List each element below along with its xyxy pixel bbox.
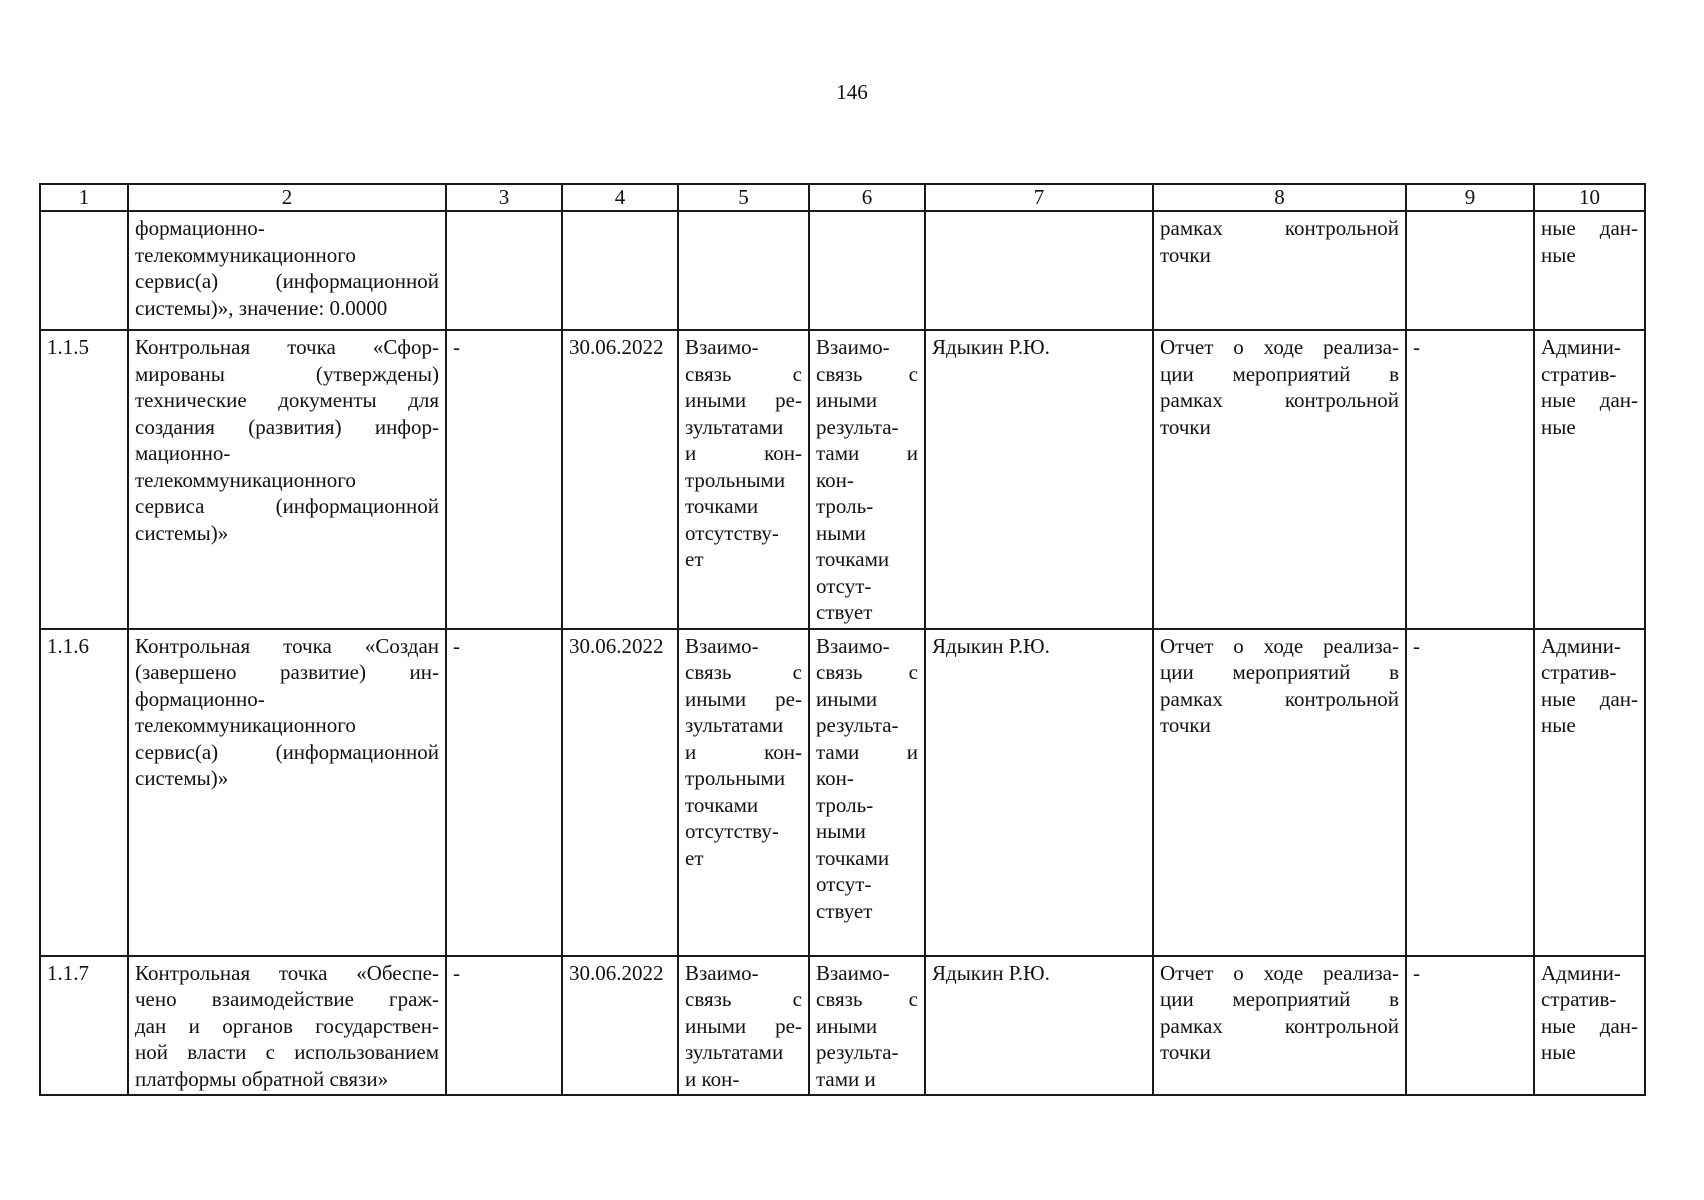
- control-points-table: [39, 183, 1646, 1096]
- relation-results-cell-line: Взаимо-: [685, 335, 759, 359]
- date-cell: [562, 629, 678, 956]
- data-source-cell: [1534, 629, 1645, 956]
- relation-results-cell-line: отсутству-: [685, 819, 779, 843]
- control-point-name-cell-line: формационно-: [135, 686, 265, 711]
- relation-points-cell-line: результа-: [816, 1040, 899, 1064]
- column-header: 3: [446, 184, 562, 211]
- page-number: 146: [836, 80, 868, 104]
- relation-points-cell-line: Взаимо-: [816, 335, 890, 359]
- column-9-cell: [1406, 211, 1534, 330]
- date-cell: [562, 956, 678, 1096]
- relation-results-cell-line: связь с: [685, 660, 802, 684]
- row-number-cell-text: 1.1.5: [47, 335, 89, 359]
- control-point-name-cell-line: ной власти с использованием: [135, 1040, 439, 1064]
- relation-points-cell-line: тами и: [816, 441, 918, 465]
- report-cell-line: Отчет о ходе реализа-: [1160, 960, 1399, 985]
- date-cell-text: 30.06.2022: [569, 960, 664, 985]
- responsible-cell-text: Ядыкин Р.Ю.: [932, 960, 1050, 985]
- relation-results-cell: [678, 330, 809, 629]
- relation-results-cell-line: трольными: [685, 766, 786, 790]
- column-3-cell-text: -: [453, 335, 460, 359]
- report-cell-line: ции мероприятий в: [1160, 987, 1399, 1011]
- relation-points-cell-line: результа-: [816, 414, 899, 439]
- data-source-cell: [1534, 211, 1645, 330]
- relation-points-cell-line: связь с: [816, 987, 918, 1011]
- relation-results-cell-line: Взаимо-: [685, 633, 759, 658]
- table-row: [40, 956, 1645, 1096]
- relation-points-cell: [809, 211, 925, 330]
- table-row: [40, 211, 1645, 330]
- date-cell: [562, 211, 678, 330]
- control-point-name-cell-line: сервис(а) (информационной: [135, 269, 439, 293]
- report-cell-line: ции мероприятий в: [1160, 361, 1399, 386]
- relation-results-cell-line: и кон-: [685, 441, 802, 465]
- column-header: 9: [1406, 184, 1534, 211]
- relation-points-cell-line: отсут-: [816, 872, 872, 896]
- relation-points-cell-line: Взаимо-: [816, 633, 890, 658]
- relation-points-cell: [809, 330, 925, 629]
- data-source-cell-line: стратив-: [1541, 361, 1617, 386]
- relation-points-cell-line: ствует: [816, 898, 873, 923]
- column-header: 8: [1153, 184, 1406, 211]
- column-header: 1: [40, 184, 128, 211]
- relation-points-cell-line: результа-: [816, 713, 899, 737]
- data-source-cell-line: ные дан-: [1541, 686, 1638, 711]
- relation-points-cell: [809, 629, 925, 956]
- data-source-cell-line: Админи-: [1541, 335, 1621, 359]
- column-9-cell: [1406, 330, 1534, 629]
- report-cell-line: точки: [1160, 713, 1211, 737]
- data-source-cell-line: Админи-: [1541, 633, 1621, 658]
- relation-points-cell-line: связь с: [816, 361, 918, 386]
- row-number-cell: [40, 330, 128, 629]
- control-point-name-cell-line: телекоммуникационного: [135, 467, 356, 492]
- data-source-cell-line: Админи-: [1541, 960, 1621, 985]
- date-cell: [562, 330, 678, 629]
- control-point-name-cell-line: телекоммуникационного: [135, 713, 356, 737]
- date-cell-text: 30.06.2022: [569, 335, 664, 359]
- relation-results-cell-line: точками: [685, 494, 759, 518]
- control-point-name-cell: [128, 629, 446, 956]
- relation-points-cell-line: точками: [816, 845, 890, 870]
- relation-results-cell-line: зультатами: [685, 414, 784, 439]
- report-cell-line: точки: [1160, 242, 1211, 267]
- relation-results-cell-line: связь с: [685, 361, 802, 386]
- report-cell-line: рамках контрольной: [1160, 216, 1399, 240]
- column-9-cell-text: -: [1413, 335, 1420, 359]
- control-point-name-cell-line: технические документы для: [135, 388, 439, 412]
- column-3-cell-text: -: [453, 960, 460, 985]
- report-cell-line: рамках контрольной: [1160, 388, 1399, 412]
- report-cell: [1153, 211, 1406, 330]
- column-number-header-row: [40, 184, 1645, 211]
- relation-results-cell-line: зультатами: [685, 713, 784, 737]
- control-point-name-cell-line: телекоммуникационного: [135, 242, 356, 267]
- control-point-name-cell-line: создания (развития) инфор-: [135, 414, 439, 439]
- report-cell: [1153, 330, 1406, 629]
- column-9-cell: [1406, 629, 1534, 956]
- relation-results-cell-line: и кон-: [685, 739, 802, 764]
- relation-results-cell-line: отсутству-: [685, 520, 779, 545]
- relation-points-cell-line: иными: [816, 1013, 878, 1038]
- relation-points-cell-line: отсут-: [816, 573, 872, 598]
- control-point-name-cell-line: мационно-: [135, 441, 231, 465]
- responsible-cell: [925, 330, 1153, 629]
- relation-results-cell-line: иными ре-: [685, 1013, 802, 1038]
- relation-points-cell-line: связь с: [816, 660, 918, 684]
- control-point-name-cell-line: системы)»: [135, 766, 229, 790]
- table-body: [40, 211, 1645, 1095]
- relation-results-cell-line: иными ре-: [685, 686, 802, 711]
- relation-points-cell-line: точками: [816, 547, 890, 571]
- report-cell-line: Отчет о ходе реализа-: [1160, 633, 1399, 658]
- report-cell: [1153, 956, 1406, 1096]
- report-cell-line: Отчет о ходе реализа-: [1160, 335, 1399, 359]
- control-point-name-cell-line: системы)», значение: 0.0000: [135, 295, 388, 320]
- data-source-cell: [1534, 956, 1645, 1096]
- relation-results-cell: [678, 211, 809, 330]
- control-point-name-cell-line: сервис(а) (информационной: [135, 739, 439, 764]
- relation-points-cell-line: Взаимо-: [816, 960, 890, 985]
- data-source-cell-line: ные: [1541, 713, 1576, 737]
- column-header: 10: [1534, 184, 1645, 211]
- relation-results-cell: [678, 956, 809, 1096]
- responsible-cell-text: Ядыкин Р.Ю.: [932, 633, 1050, 658]
- relation-points-cell-line: кон-: [816, 766, 854, 790]
- relation-points-cell-line: ными: [816, 819, 866, 843]
- control-point-name-cell: [128, 211, 446, 330]
- relation-results-cell-line: ет: [685, 547, 704, 571]
- control-point-name-cell-line: Контрольная точка «Обеспе-: [135, 960, 439, 985]
- relation-points-cell-line: иными: [816, 686, 878, 711]
- control-point-name-cell: [128, 956, 446, 1096]
- relation-results-cell-line: ет: [685, 845, 704, 870]
- column-header: 2: [128, 184, 446, 211]
- column-3-cell-text: -: [453, 633, 460, 658]
- column-header: 7: [925, 184, 1153, 211]
- report-cell-line: рамках контрольной: [1160, 686, 1399, 711]
- report-cell-line: точки: [1160, 1040, 1211, 1064]
- column-3-cell: [446, 629, 562, 956]
- column-header: 5: [678, 184, 809, 211]
- report-cell-line: ции мероприятий в: [1160, 660, 1399, 684]
- data-source-cell-line: стратив-: [1541, 660, 1617, 684]
- column-9-cell-text: -: [1413, 960, 1420, 985]
- relation-results-cell-line: точками: [685, 792, 759, 817]
- relation-points-cell-line: ствует: [816, 600, 873, 624]
- relation-results-cell-line: и кон-: [685, 1066, 740, 1091]
- relation-points-cell: [809, 956, 925, 1096]
- column-9-cell-text: -: [1413, 633, 1420, 658]
- column-3-cell: [446, 211, 562, 330]
- control-point-name-cell-line: (завершено развитие) ин-: [135, 660, 439, 684]
- relation-points-cell-line: кон-: [816, 467, 854, 492]
- column-9-cell: [1406, 956, 1534, 1096]
- relation-results-cell-line: связь с: [685, 987, 802, 1011]
- responsible-cell-text: Ядыкин Р.Ю.: [932, 335, 1050, 359]
- control-point-name-cell-line: чено взаимодействие граж-: [135, 987, 439, 1011]
- row-number-cell-text: 1.1.6: [47, 633, 89, 658]
- data-source-cell-line: ные: [1541, 242, 1576, 267]
- table-row: [40, 629, 1645, 956]
- data-source-cell: [1534, 330, 1645, 629]
- row-number-cell: [40, 956, 128, 1096]
- data-source-cell-line: ные дан-: [1541, 216, 1638, 240]
- control-point-name-cell: [128, 330, 446, 629]
- responsible-cell: [925, 629, 1153, 956]
- relation-results-cell-line: иными ре-: [685, 388, 802, 412]
- relation-results-cell-line: Взаимо-: [685, 960, 759, 985]
- relation-results-cell-line: трольными: [685, 467, 786, 492]
- relation-points-cell-line: тами и: [816, 739, 918, 764]
- column-3-cell: [446, 330, 562, 629]
- relation-points-cell-line: троль-: [816, 494, 874, 518]
- responsible-cell: [925, 211, 1153, 330]
- relation-points-cell-line: троль-: [816, 792, 874, 817]
- column-3-cell: [446, 956, 562, 1096]
- report-cell: [1153, 629, 1406, 956]
- data-source-cell-line: ные: [1541, 414, 1576, 439]
- date-cell-text: 30.06.2022: [569, 633, 664, 658]
- row-number-cell: [40, 211, 128, 330]
- data-source-cell-line: ные дан-: [1541, 388, 1638, 412]
- relation-points-cell-line: ными: [816, 520, 866, 545]
- control-point-name-cell-line: платформы обратной связи»: [135, 1066, 389, 1091]
- control-point-name-cell-line: сервиса (информационной: [135, 494, 439, 518]
- row-number-cell-text: 1.1.7: [47, 960, 89, 985]
- data-source-cell-line: ные: [1541, 1040, 1576, 1064]
- column-header: 6: [809, 184, 925, 211]
- control-point-name-cell-line: системы)»: [135, 520, 229, 545]
- control-point-name-cell-line: Контрольная точка «Создан: [135, 633, 439, 658]
- report-cell-line: рамках контрольной: [1160, 1013, 1399, 1038]
- data-source-cell-line: ные дан-: [1541, 1013, 1638, 1038]
- control-point-name-cell-line: мированы (утверждены): [135, 361, 439, 386]
- control-point-name-cell-line: формационно-: [135, 216, 265, 240]
- control-point-name-cell-line: дан и органов государствен-: [135, 1013, 439, 1038]
- data-source-cell-line: стратив-: [1541, 987, 1617, 1011]
- table-row: [40, 330, 1645, 629]
- relation-results-cell-line: зультатами: [685, 1040, 784, 1064]
- relation-points-cell-line: тами и: [816, 1066, 876, 1091]
- column-header: 4: [562, 184, 678, 211]
- relation-results-cell: [678, 629, 809, 956]
- report-cell-line: точки: [1160, 414, 1211, 439]
- responsible-cell: [925, 956, 1153, 1096]
- relation-points-cell-line: иными: [816, 388, 878, 412]
- row-number-cell: [40, 629, 128, 956]
- control-point-name-cell-line: Контрольная точка «Сфор-: [135, 335, 439, 359]
